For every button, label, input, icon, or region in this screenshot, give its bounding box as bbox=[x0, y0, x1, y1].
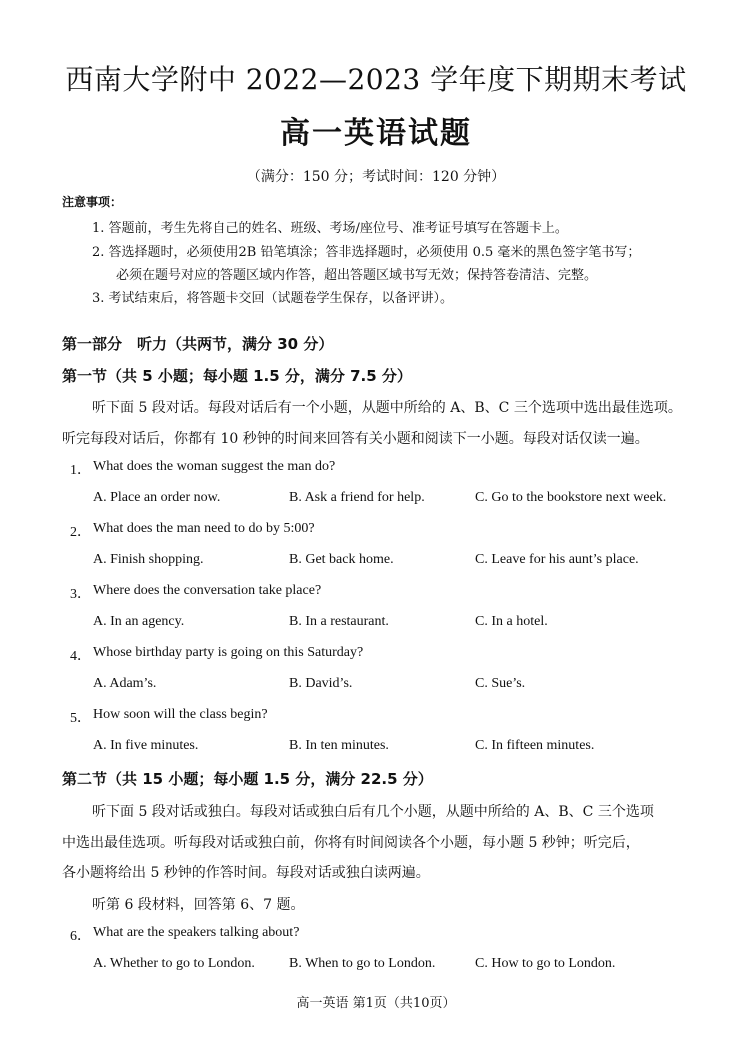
question-text: What does the man need to do by 5:00? bbox=[93, 521, 315, 536]
option-b: B. In a restaurant. bbox=[289, 614, 389, 629]
section1-heading: 第一节（共 5 小题；每小题 1.5 分，满分 7.5 分） bbox=[62, 367, 412, 385]
option-c: C. How to go to London. bbox=[475, 956, 616, 971]
section1-instruction-1: 听下面 5 段对话。每段对话后有一个小题，从题中所给的 A、B、C 三个选项中选出最佳选项。 bbox=[92, 400, 682, 416]
material-6-line: 听第 6 段材料，回答第 6、7 题。 bbox=[92, 897, 305, 913]
question-number: 6． bbox=[70, 929, 91, 944]
question-text: Whose birthday party is going on this Saturday? bbox=[93, 645, 364, 660]
exam-title: 西南大学附中 2022—2023 学年度下期期末考试 bbox=[65, 63, 687, 96]
option-c: C. In a hotel. bbox=[475, 614, 548, 629]
option-c: C. Go to the bookstore next week. bbox=[475, 490, 667, 505]
option-a: A. Place an order now. bbox=[93, 490, 221, 505]
option-a: A. Finish shopping. bbox=[93, 552, 204, 567]
option-a: A. Adam’s. bbox=[93, 676, 157, 691]
notice-heading: 注意事项： bbox=[62, 195, 123, 209]
exam-subtitle: 高一英语试题 bbox=[280, 116, 472, 151]
option-b: B. David’s. bbox=[289, 676, 353, 691]
option-b: B. Ask a friend for help. bbox=[289, 490, 425, 505]
option-a: A. Whether to go to London. bbox=[93, 956, 255, 971]
option-c: C. In fifteen minutes. bbox=[475, 738, 595, 753]
option-c: C. Leave for his aunt’s place. bbox=[475, 552, 639, 567]
question-number: 2． bbox=[70, 525, 91, 540]
section1-instruction-2: 听完每段对话后，你都有 10 秒钟的时间来回答有关小题和阅读下一小题。每段对话仅读一遍。 bbox=[62, 431, 649, 447]
page-footer: 高一英语 第1页（共10页） bbox=[296, 996, 456, 1011]
option-a: A. In five minutes. bbox=[93, 738, 199, 753]
notice-item-3: 3. 考试结束后，将答题卡交回（试题卷学生保存，以备评讲）。 bbox=[92, 291, 454, 306]
section2-instruction-3: 各小题将给出 5 秒钟的作答时间。每段对话或独白读两遍。 bbox=[62, 865, 430, 881]
section2-instruction-1: 听下面 5 段对话或独白。每段对话或独白后有几个小题，从题中所给的 A、B、C 三个选项 bbox=[92, 804, 654, 820]
option-b: B. In ten minutes. bbox=[289, 738, 389, 753]
option-c: C. Sue’s. bbox=[475, 676, 526, 691]
option-b: B. When to go to London. bbox=[289, 956, 436, 971]
question-text: Where does the conversation take place? bbox=[93, 583, 322, 598]
option-b: B. Get back home. bbox=[289, 552, 394, 567]
question-text: How soon will the class begin? bbox=[93, 707, 268, 722]
score-time-line: （满分：150 分；考试时间：120 分钟） bbox=[246, 169, 506, 185]
section2-instruction-2: 中选出最佳选项。听每段对话或独白前，你将有时间阅读各个小题，每小题 5 秒钟；听完后， bbox=[62, 835, 640, 851]
section2-heading: 第二节（共 15 小题；每小题 1.5 分，满分 22.5 分） bbox=[62, 770, 433, 788]
question-number: 3． bbox=[70, 587, 91, 602]
notice-item-2-cont: 必须在题号对应的答题区域内作答，超出答题区域书写无效；保持答卷清洁、完整。 bbox=[116, 268, 598, 283]
part1-heading: 第一部分 听力（共两节，满分 30 分） bbox=[62, 335, 334, 353]
notice-item-2: 2. 答选择题时，必须使用2B 铅笔填涂；答非选择题时，必须使用 0.5 毫米的黑色签字笔书写； bbox=[92, 245, 641, 260]
question-number: 4． bbox=[70, 649, 91, 664]
question-number: 5． bbox=[70, 711, 91, 726]
question-text: What are the speakers talking about? bbox=[93, 925, 300, 940]
option-a: A. In an agency. bbox=[93, 614, 185, 629]
question-number: 1． bbox=[70, 463, 91, 478]
question-text: What does the woman suggest the man do? bbox=[93, 459, 336, 474]
notice-item-1: 1. 答题前，考生先将自己的姓名、班级、考场/座位号、准考证号填写在答题卡上。 bbox=[92, 221, 568, 236]
